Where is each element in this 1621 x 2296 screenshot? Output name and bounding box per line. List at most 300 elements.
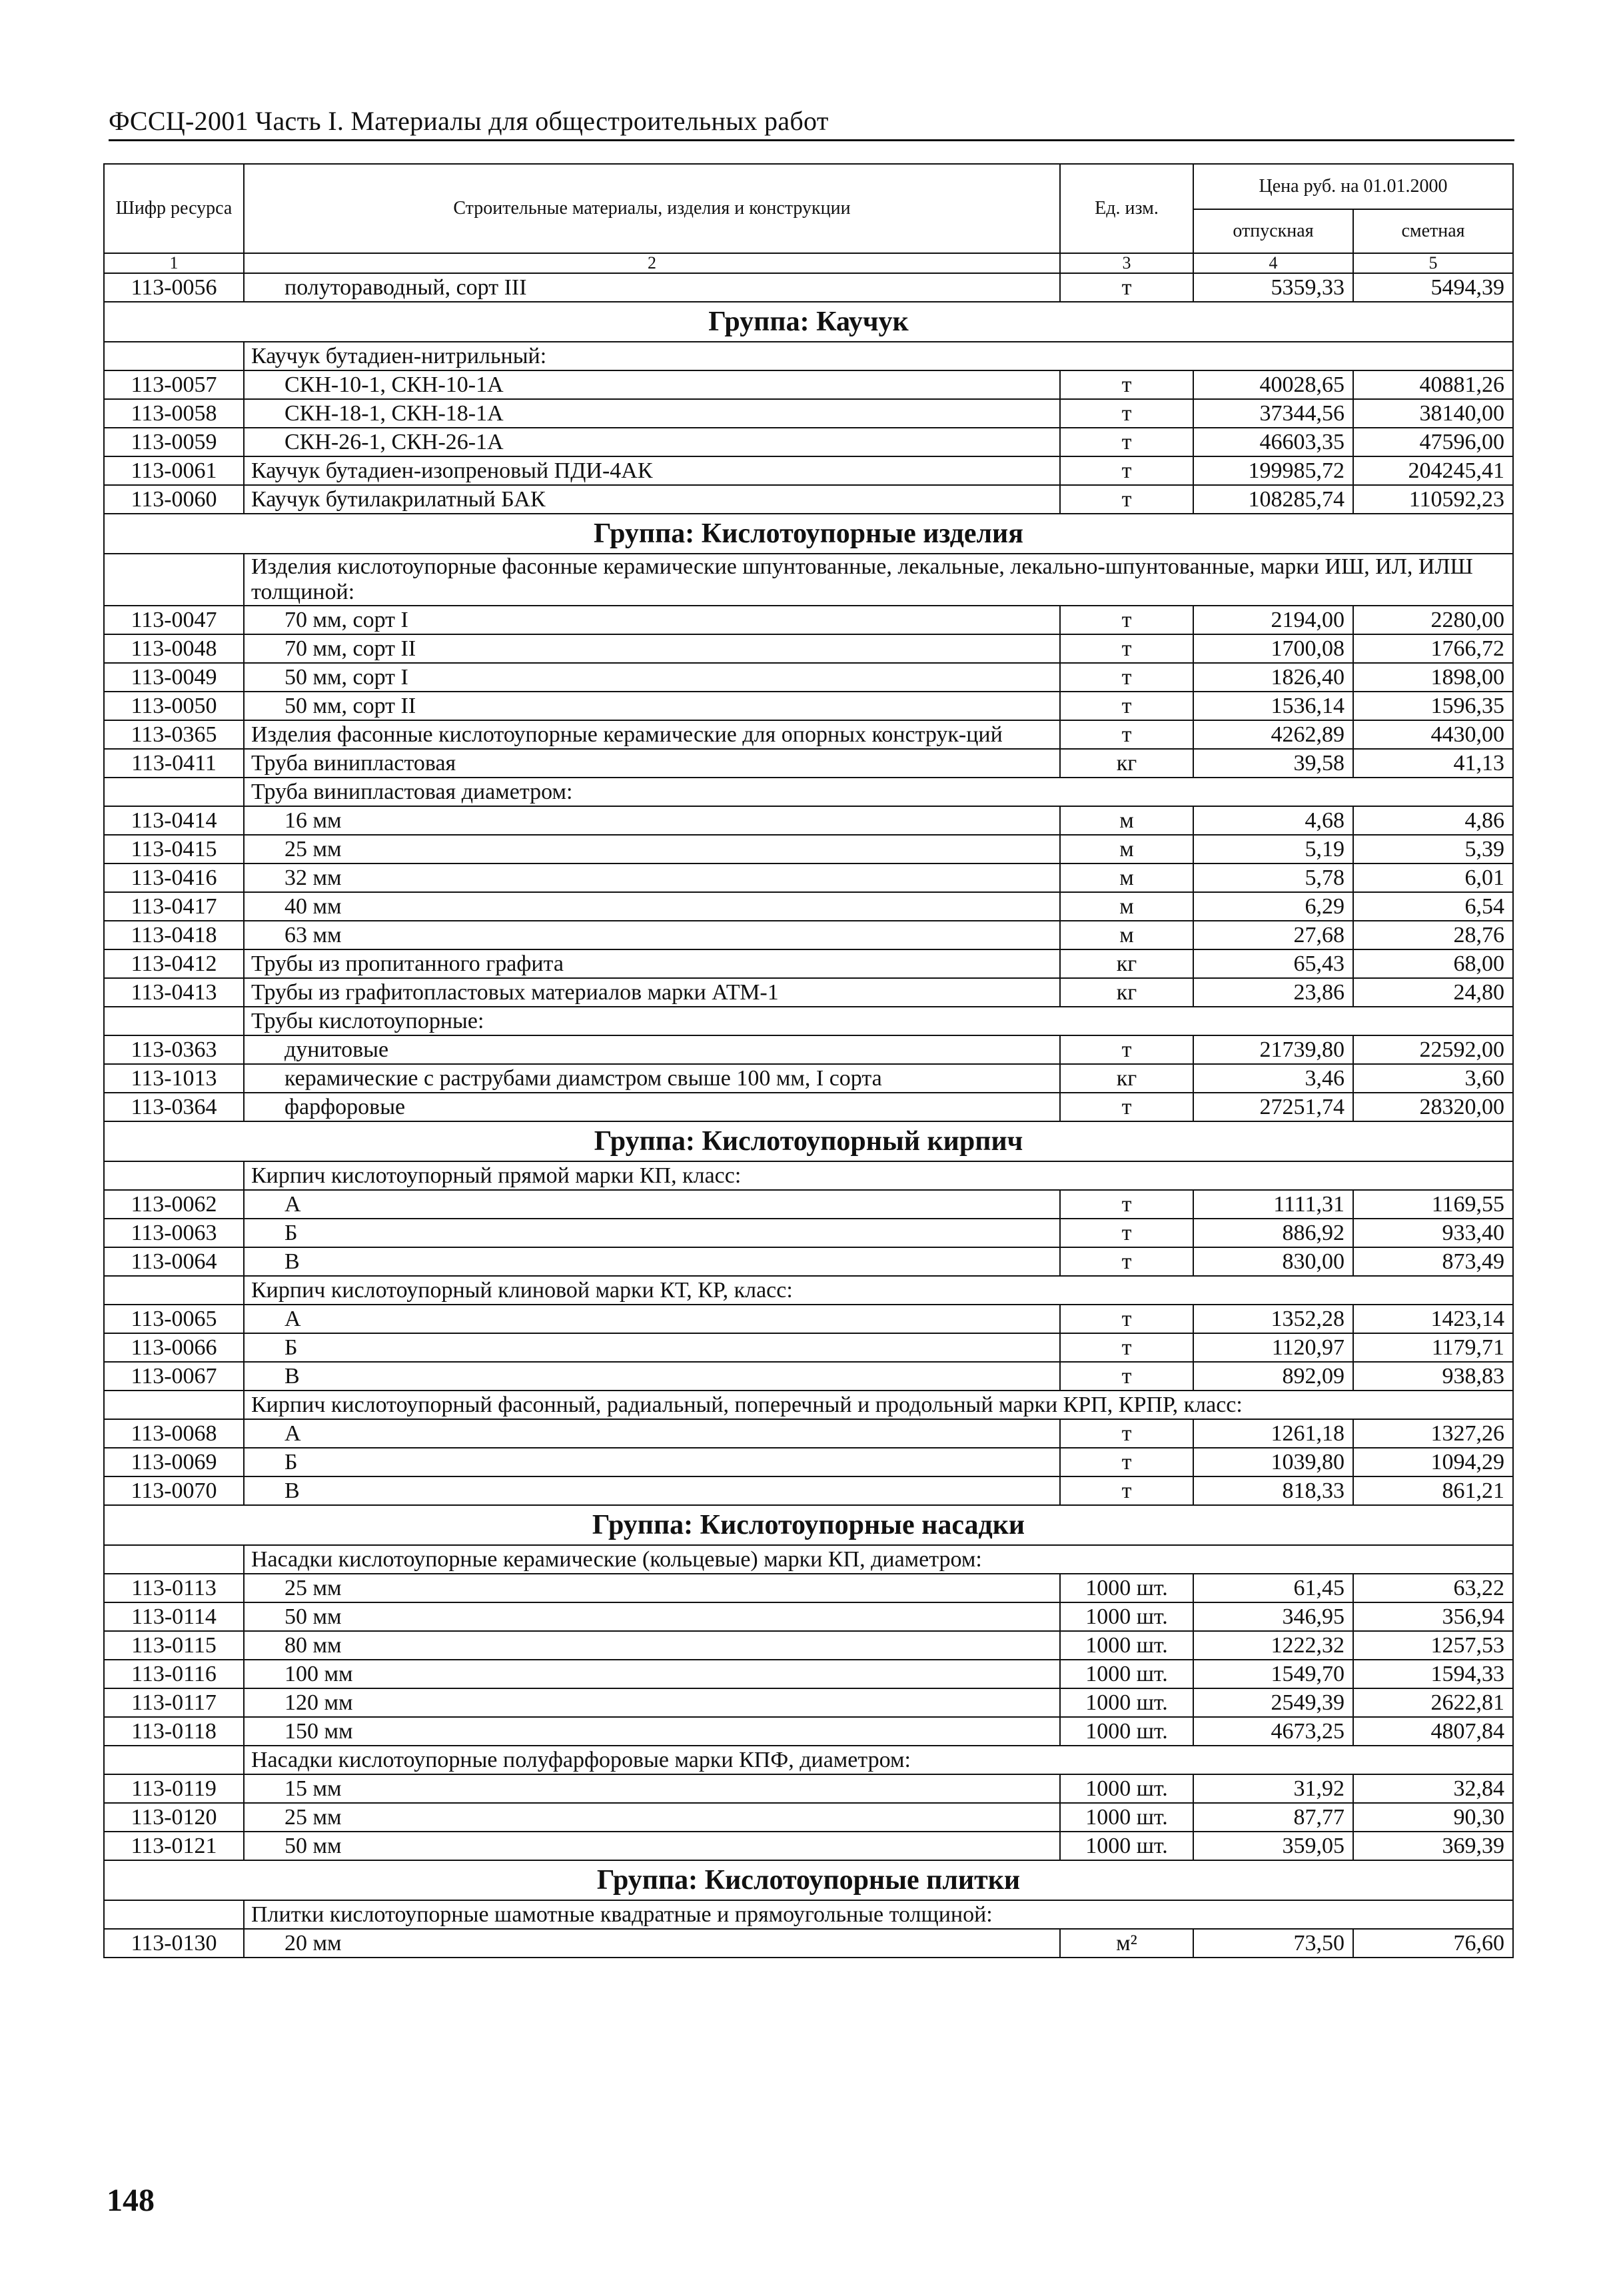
colnum-2: 2: [244, 253, 1060, 273]
release-price: 31,92: [1193, 1774, 1353, 1803]
group-title: Группа: Кислотоупорные плитки: [104, 1860, 1513, 1900]
unit-cell: т: [1060, 1305, 1193, 1333]
release-price: 23,86: [1193, 978, 1353, 1007]
unit-cell: м: [1060, 892, 1193, 921]
resource-code: 113-1013: [104, 1064, 244, 1093]
estimate-price: 2280,00: [1353, 606, 1513, 634]
material-name: 40 мм: [244, 892, 1060, 921]
release-price: 2194,00: [1193, 606, 1353, 634]
page-header: [109, 105, 1514, 141]
material-name: В: [244, 1476, 1060, 1505]
table-row: [104, 273, 1513, 302]
unit-cell: 1000 шт.: [1060, 1660, 1193, 1688]
unit-cell: т: [1060, 606, 1193, 634]
table-row: [104, 892, 1513, 921]
release-price: 1039,80: [1193, 1448, 1353, 1476]
resource-code: 113-0130: [104, 1929, 244, 1958]
material-name: 63 мм: [244, 921, 1060, 949]
table-row: [104, 1190, 1513, 1219]
resource-code: 113-0050: [104, 692, 244, 720]
estimate-price: 1257,53: [1353, 1631, 1513, 1660]
estimate-price: 5494,39: [1353, 273, 1513, 302]
unit-cell: т: [1060, 428, 1193, 456]
release-price: 1222,32: [1193, 1631, 1353, 1660]
subheading-row: [104, 1391, 1513, 1419]
colnum-3: 3: [1060, 253, 1193, 273]
release-price: 346,95: [1193, 1602, 1353, 1631]
resource-code: 113-0113: [104, 1574, 244, 1602]
code-cell-empty: [104, 342, 244, 370]
release-price: 27251,74: [1193, 1093, 1353, 1121]
table-row: [104, 1688, 1513, 1717]
release-price: 5359,33: [1193, 273, 1353, 302]
header-estimate: сметная: [1353, 209, 1513, 253]
group-row: [104, 1505, 1513, 1545]
resource-code: 113-0417: [104, 892, 244, 921]
estimate-price: 4,86: [1353, 806, 1513, 835]
unit-cell: кг: [1060, 749, 1193, 778]
unit-cell: 1000 шт.: [1060, 1602, 1193, 1631]
estimate-price: 40881,26: [1353, 370, 1513, 399]
table-row: [104, 1419, 1513, 1448]
resource-code: 113-0048: [104, 634, 244, 663]
resource-code: 113-0065: [104, 1305, 244, 1333]
release-price: 1111,31: [1193, 1190, 1353, 1219]
header-name: Строительные материалы, изделия и конструкции: [244, 164, 1060, 253]
release-price: 1536,14: [1193, 692, 1353, 720]
table-row: [104, 1832, 1513, 1860]
material-name: 100 мм: [244, 1660, 1060, 1688]
release-price: 2549,39: [1193, 1688, 1353, 1717]
group-row: [104, 302, 1513, 342]
material-name: Трубы из пропитанного графита: [244, 949, 1060, 978]
header-release: отпускная: [1193, 209, 1353, 253]
material-name: А: [244, 1190, 1060, 1219]
material-name: 16 мм: [244, 806, 1060, 835]
table-row: [104, 428, 1513, 456]
release-price: 1261,18: [1193, 1419, 1353, 1448]
material-name: полутораводный, сорт III: [244, 273, 1060, 302]
subheading-row: [104, 342, 1513, 370]
material-name: 120 мм: [244, 1688, 1060, 1717]
table-row: [104, 1631, 1513, 1660]
resource-code: 113-0067: [104, 1362, 244, 1391]
colnum-1: 1: [104, 253, 244, 273]
subheading-row: [104, 778, 1513, 806]
release-price: 3,46: [1193, 1064, 1353, 1093]
unit-cell: т: [1060, 1333, 1193, 1362]
release-price: 39,58: [1193, 749, 1353, 778]
table-row: [104, 921, 1513, 949]
group-title: Группа: Каучук: [104, 302, 1513, 342]
release-price: 4,68: [1193, 806, 1353, 835]
release-price: 40028,65: [1193, 370, 1353, 399]
estimate-price: 110592,23: [1353, 485, 1513, 514]
material-name: 32 мм: [244, 863, 1060, 892]
group-title: Группа: Кислотоупорные изделия: [104, 514, 1513, 554]
resource-code: 113-0116: [104, 1660, 244, 1688]
unit-cell: т: [1060, 720, 1193, 749]
table-row: [104, 1774, 1513, 1803]
group-row: [104, 514, 1513, 554]
estimate-price: 1898,00: [1353, 663, 1513, 692]
code-cell-empty: [104, 1161, 244, 1190]
code-cell-empty: [104, 1007, 244, 1035]
release-price: 108285,74: [1193, 485, 1353, 514]
resource-code: 113-0066: [104, 1333, 244, 1362]
subheading-row: [104, 1161, 1513, 1190]
material-name: 25 мм: [244, 1574, 1060, 1602]
table-row: [104, 1064, 1513, 1093]
estimate-price: 47596,00: [1353, 428, 1513, 456]
resource-code: 113-0119: [104, 1774, 244, 1803]
code-cell-empty: [104, 778, 244, 806]
unit-cell: т: [1060, 1035, 1193, 1064]
table-row: [104, 1305, 1513, 1333]
resource-code: 113-0363: [104, 1035, 244, 1064]
table-row: [104, 1247, 1513, 1276]
material-name: 150 мм: [244, 1717, 1060, 1746]
unit-cell: кг: [1060, 949, 1193, 978]
resource-code: 113-0061: [104, 456, 244, 485]
subheading-row: [104, 1007, 1513, 1035]
colnum-5: 5: [1353, 253, 1513, 273]
material-name: В: [244, 1362, 1060, 1391]
header-unit: Ед. изм.: [1060, 164, 1193, 253]
subheading-text: Насадки кислотоупорные керамические (кольцевые) марки КП, диаметром:: [244, 1545, 1513, 1574]
material-name: СКН-10-1, СКН-10-1А: [244, 370, 1060, 399]
resource-code: 113-0115: [104, 1631, 244, 1660]
table-row: [104, 1035, 1513, 1064]
release-price: 61,45: [1193, 1574, 1353, 1602]
unit-cell: м: [1060, 921, 1193, 949]
unit-cell: 1000 шт.: [1060, 1832, 1193, 1860]
table-row: [104, 1602, 1513, 1631]
unit-cell: м: [1060, 806, 1193, 835]
code-cell-empty: [104, 554, 244, 606]
resource-code: 113-0418: [104, 921, 244, 949]
table-row: [104, 1660, 1513, 1688]
table-row: [104, 863, 1513, 892]
resource-code: 113-0058: [104, 399, 244, 428]
table-row: [104, 1093, 1513, 1121]
material-name: Б: [244, 1448, 1060, 1476]
release-price: 1352,28: [1193, 1305, 1353, 1333]
table-row: [104, 806, 1513, 835]
estimate-price: 369,39: [1353, 1832, 1513, 1860]
subheading-text: Трубы кислотоупорные:: [244, 1007, 1513, 1035]
estimate-price: 28,76: [1353, 921, 1513, 949]
subheading-row: [104, 1900, 1513, 1929]
table-row: [104, 370, 1513, 399]
unit-cell: 1000 шт.: [1060, 1631, 1193, 1660]
table-row: [104, 1717, 1513, 1746]
unit-cell: 1000 шт.: [1060, 1688, 1193, 1717]
unit-cell: т: [1060, 1247, 1193, 1276]
unit-cell: т: [1060, 663, 1193, 692]
release-price: 1120,97: [1193, 1333, 1353, 1362]
header-code: Шифр ресурса: [104, 164, 244, 253]
estimate-price: 938,83: [1353, 1362, 1513, 1391]
unit-cell: т: [1060, 634, 1193, 663]
subheading-text: Каучук бутадиен-нитрильный:: [244, 342, 1513, 370]
estimate-price: 68,00: [1353, 949, 1513, 978]
column-number-row: [104, 253, 1513, 273]
resource-code: 113-0049: [104, 663, 244, 692]
subheading-row: [104, 1276, 1513, 1305]
estimate-price: 32,84: [1353, 1774, 1513, 1803]
subheading-text: Труба винипластовая диаметром:: [244, 778, 1513, 806]
release-price: 27,68: [1193, 921, 1353, 949]
estimate-price: 2622,81: [1353, 1688, 1513, 1717]
material-name: 70 мм, сорт I: [244, 606, 1060, 634]
release-price: 5,19: [1193, 835, 1353, 863]
resource-code: 113-0056: [104, 273, 244, 302]
material-name: СКН-26-1, СКН-26-1А: [244, 428, 1060, 456]
subheading-text: Кирпич кислотоупорный фасонный, радиальный, поперечный и продольный марки КРП, КРПР, класс:: [244, 1391, 1513, 1419]
table-row: [104, 978, 1513, 1007]
estimate-price: 933,40: [1353, 1219, 1513, 1247]
release-price: 1549,70: [1193, 1660, 1353, 1688]
material-name: 50 мм: [244, 1602, 1060, 1631]
subheading-text: Кирпич кислотоупорный клиновой марки КТ, КР, класс:: [244, 1276, 1513, 1305]
resource-code: 113-0412: [104, 949, 244, 978]
unit-cell: кг: [1060, 978, 1193, 1007]
estimate-price: 90,30: [1353, 1803, 1513, 1832]
release-price: 1700,08: [1193, 634, 1353, 663]
unit-cell: т: [1060, 1362, 1193, 1391]
release-price: 21739,80: [1193, 1035, 1353, 1064]
unit-cell: т: [1060, 1219, 1193, 1247]
resource-code: 113-0414: [104, 806, 244, 835]
material-name: А: [244, 1419, 1060, 1448]
unit-cell: т: [1060, 692, 1193, 720]
estimate-price: 204245,41: [1353, 456, 1513, 485]
colnum-4: 4: [1193, 253, 1353, 273]
subheading-text: Насадки кислотоупорные полуфарфоровые марки КПФ, диаметром:: [244, 1746, 1513, 1774]
price-table: [103, 163, 1514, 1958]
resource-code: 113-0364: [104, 1093, 244, 1121]
resource-code: 113-0413: [104, 978, 244, 1007]
code-cell-empty: [104, 1900, 244, 1929]
table-row: [104, 720, 1513, 749]
material-name: Б: [244, 1333, 1060, 1362]
code-cell-empty: [104, 1545, 244, 1574]
release-price: 4262,89: [1193, 720, 1353, 749]
estimate-price: 3,60: [1353, 1064, 1513, 1093]
resource-code: 113-0411: [104, 749, 244, 778]
unit-cell: т: [1060, 1419, 1193, 1448]
material-name: Каучук бутилакрилатный БАК: [244, 485, 1060, 514]
header-price-group: Цена руб. на 01.01.2000: [1193, 164, 1513, 209]
unit-cell: т: [1060, 273, 1193, 302]
estimate-price: 1094,29: [1353, 1448, 1513, 1476]
material-name: 80 мм: [244, 1631, 1060, 1660]
subheading-text: Плитки кислотоупорные шамотные квадратные и прямоугольные толщиной:: [244, 1900, 1513, 1929]
material-name: дунитовые: [244, 1035, 1060, 1064]
resource-code: 113-0070: [104, 1476, 244, 1505]
group-title: Группа: Кислотоупорный кирпич: [104, 1121, 1513, 1161]
resource-code: 113-0057: [104, 370, 244, 399]
estimate-price: 873,49: [1353, 1247, 1513, 1276]
unit-cell: т: [1060, 485, 1193, 514]
material-name: Б: [244, 1219, 1060, 1247]
unit-cell: 1000 шт.: [1060, 1803, 1193, 1832]
estimate-price: 1596,35: [1353, 692, 1513, 720]
table-row: [104, 692, 1513, 720]
resource-code: 113-0365: [104, 720, 244, 749]
resource-code: 113-0069: [104, 1448, 244, 1476]
material-name: 50 мм, сорт II: [244, 692, 1060, 720]
estimate-price: 6,01: [1353, 863, 1513, 892]
estimate-price: 24,80: [1353, 978, 1513, 1007]
resource-code: 113-0416: [104, 863, 244, 892]
material-name: Труба винипластовая: [244, 749, 1060, 778]
resource-code: 113-0121: [104, 1832, 244, 1860]
subheading-row: [104, 1545, 1513, 1574]
estimate-price: 1594,33: [1353, 1660, 1513, 1688]
estimate-price: 41,13: [1353, 749, 1513, 778]
unit-cell: м²: [1060, 1929, 1193, 1958]
estimate-price: 63,22: [1353, 1574, 1513, 1602]
group-row: [104, 1860, 1513, 1900]
material-name: Трубы из графитопластовых материалов марки АТМ-1: [244, 978, 1060, 1007]
material-name: СКН-18-1, СКН-18-1А: [244, 399, 1060, 428]
release-price: 65,43: [1193, 949, 1353, 978]
release-price: 5,78: [1193, 863, 1353, 892]
material-name: 15 мм: [244, 1774, 1060, 1803]
subheading-text: Изделия кислотоупорные фасонные керамические шпунтованные, лекальные, лекально-шпунтованные, марки ИШ, ИЛ, ИЛШ толщиной:: [244, 554, 1513, 606]
table-row: [104, 634, 1513, 663]
unit-cell: 1000 шт.: [1060, 1574, 1193, 1602]
release-price: 6,29: [1193, 892, 1353, 921]
table-row: [104, 456, 1513, 485]
material-name: 50 мм, сорт I: [244, 663, 1060, 692]
release-price: 87,77: [1193, 1803, 1353, 1832]
table-row: [104, 949, 1513, 978]
estimate-price: 4807,84: [1353, 1717, 1513, 1746]
table-row: [104, 1219, 1513, 1247]
release-price: 46603,35: [1193, 428, 1353, 456]
material-name: керамические с раструбами диамстром свыше 100 мм, I сорта: [244, 1064, 1060, 1093]
table-row: [104, 1803, 1513, 1832]
release-price: 199985,72: [1193, 456, 1353, 485]
resource-code: 113-0415: [104, 835, 244, 863]
table-row: [104, 1448, 1513, 1476]
release-price: 359,05: [1193, 1832, 1353, 1860]
unit-cell: 1000 шт.: [1060, 1774, 1193, 1803]
table-row: [104, 663, 1513, 692]
material-name: 50 мм: [244, 1832, 1060, 1860]
code-cell-empty: [104, 1391, 244, 1419]
estimate-price: 38140,00: [1353, 399, 1513, 428]
code-cell-empty: [104, 1276, 244, 1305]
unit-cell: т: [1060, 370, 1193, 399]
release-price: 886,92: [1193, 1219, 1353, 1247]
subheading-text: Кирпич кислотоупорный прямой марки КП, класс:: [244, 1161, 1513, 1190]
resource-code: 113-0068: [104, 1419, 244, 1448]
estimate-price: 1423,14: [1353, 1305, 1513, 1333]
estimate-price: 28320,00: [1353, 1093, 1513, 1121]
estimate-price: 4430,00: [1353, 720, 1513, 749]
material-name: 25 мм: [244, 835, 1060, 863]
unit-cell: т: [1060, 1190, 1193, 1219]
resource-code: 113-0120: [104, 1803, 244, 1832]
table-row: [104, 749, 1513, 778]
release-price: 1826,40: [1193, 663, 1353, 692]
subheading-row: [104, 554, 1513, 606]
table-row: [104, 1574, 1513, 1602]
release-price: 4673,25: [1193, 1717, 1353, 1746]
table-row: [104, 399, 1513, 428]
estimate-price: 5,39: [1353, 835, 1513, 863]
release-price: 830,00: [1193, 1247, 1353, 1276]
material-name: 20 мм: [244, 1929, 1060, 1958]
unit-cell: 1000 шт.: [1060, 1717, 1193, 1746]
estimate-price: 1327,26: [1353, 1419, 1513, 1448]
unit-cell: т: [1060, 1093, 1193, 1121]
material-name: В: [244, 1247, 1060, 1276]
resource-code: 113-0064: [104, 1247, 244, 1276]
resource-code: 113-0114: [104, 1602, 244, 1631]
release-price: 892,09: [1193, 1362, 1353, 1391]
table-row: [104, 1929, 1513, 1958]
material-name: 25 мм: [244, 1803, 1060, 1832]
release-price: 37344,56: [1193, 399, 1353, 428]
unit-cell: т: [1060, 456, 1193, 485]
unit-cell: т: [1060, 399, 1193, 428]
estimate-price: 356,94: [1353, 1602, 1513, 1631]
resource-code: 113-0059: [104, 428, 244, 456]
estimate-price: 22592,00: [1353, 1035, 1513, 1064]
unit-cell: м: [1060, 835, 1193, 863]
page-header-text: ФССЦ-2001 Часть I. Материалы для общестроительных работ: [109, 106, 829, 136]
table-header-row: [104, 164, 1513, 209]
unit-cell: т: [1060, 1448, 1193, 1476]
material-name: фарфоровые: [244, 1093, 1060, 1121]
resource-code: 113-0047: [104, 606, 244, 634]
resource-code: 113-0117: [104, 1688, 244, 1717]
release-price: 73,50: [1193, 1929, 1353, 1958]
table-row: [104, 1333, 1513, 1362]
estimate-price: 76,60: [1353, 1929, 1513, 1958]
estimate-price: 861,21: [1353, 1476, 1513, 1505]
group-row: [104, 1121, 1513, 1161]
material-name: 70 мм, сорт II: [244, 634, 1060, 663]
table-row: [104, 835, 1513, 863]
page-number: 148: [107, 2183, 155, 2218]
material-name: Изделия фасонные кислотоупорные керамические для опорных конструк-ций: [244, 720, 1060, 749]
release-price: 818,33: [1193, 1476, 1353, 1505]
table-row: [104, 1362, 1513, 1391]
table-row: [104, 1476, 1513, 1505]
estimate-price: 1766,72: [1353, 634, 1513, 663]
estimate-price: 6,54: [1353, 892, 1513, 921]
resource-code: 113-0062: [104, 1190, 244, 1219]
resource-code: 113-0063: [104, 1219, 244, 1247]
table-row: [104, 485, 1513, 514]
unit-cell: м: [1060, 863, 1193, 892]
subheading-row: [104, 1746, 1513, 1774]
unit-cell: т: [1060, 1476, 1193, 1505]
resource-code: 113-0118: [104, 1717, 244, 1746]
material-name: А: [244, 1305, 1060, 1333]
material-name: Каучук бутадиен-изопреновый ПДИ-4АК: [244, 456, 1060, 485]
table-body: [104, 273, 1513, 1958]
group-title: Группа: Кислотоупорные насадки: [104, 1505, 1513, 1545]
estimate-price: 1169,55: [1353, 1190, 1513, 1219]
unit-cell: кг: [1060, 1064, 1193, 1093]
